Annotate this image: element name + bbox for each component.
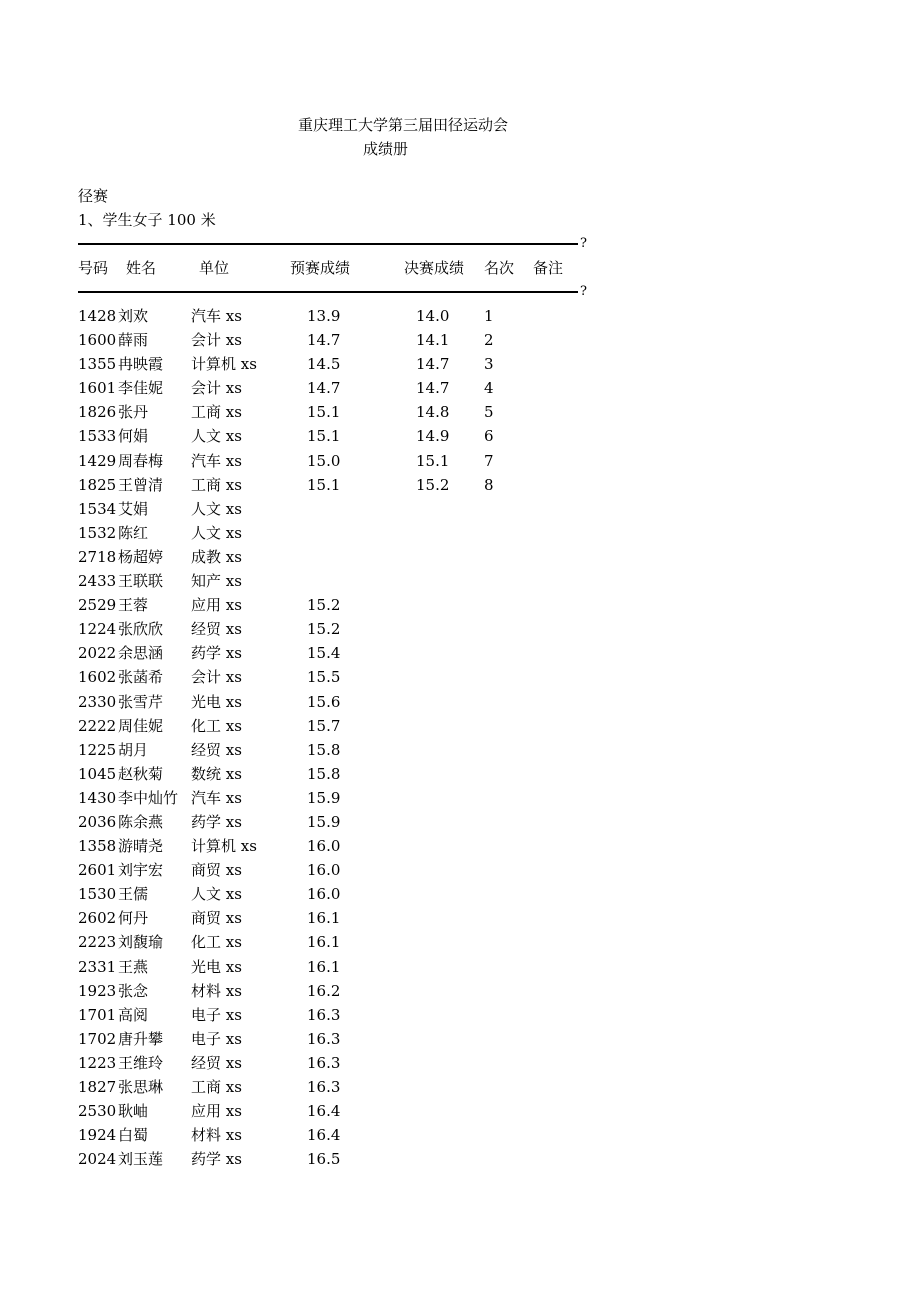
prelim-result: 16.5 (307, 1150, 341, 1169)
rank: 8 (484, 475, 494, 494)
table-row (0, 1053, 920, 1077)
top-rule (78, 243, 578, 245)
athlete-unit: 汽车 xs (191, 307, 242, 325)
athlete-name: 刘馥瑜 (118, 933, 164, 952)
prelim-result: 15.8 (307, 764, 341, 783)
athlete-name: 耿岫 (118, 1102, 149, 1121)
athlete-number: 1533 (78, 427, 117, 446)
athlete-unit: 会计 xs (191, 668, 242, 687)
prelim-result: 16.1 (307, 957, 341, 976)
final-result: 14.1 (416, 331, 450, 350)
athlete-name: 周春梅 (118, 451, 164, 470)
athlete-unit: 人文 xs (191, 523, 242, 542)
athlete-unit: 药学 xs (191, 644, 242, 663)
header-rule-mark: ? (580, 284, 587, 299)
prelim-result: 16.2 (307, 981, 341, 1000)
athlete-name: 张欣欣 (118, 620, 164, 639)
table-row (0, 499, 920, 523)
final-result: 14.8 (416, 403, 450, 422)
table-row (0, 451, 920, 475)
athlete-unit: 电子 xs (191, 1005, 242, 1024)
athlete-name: 胡月 (118, 740, 149, 759)
athlete-number: 1701 (78, 1005, 117, 1024)
athlete-number: 1532 (78, 523, 117, 542)
athlete-unit: 材料 xs (191, 1126, 242, 1145)
athlete-unit: 应用 xs (191, 596, 242, 615)
athlete-number: 2223 (78, 933, 117, 952)
athlete-name: 高阅 (118, 1005, 149, 1024)
final-result: 14.7 (416, 379, 450, 398)
athlete-name: 刘宇宏 (118, 861, 164, 880)
table-row (0, 595, 920, 619)
athlete-name: 游晴尧 (118, 837, 164, 856)
rank: 3 (484, 355, 494, 374)
athlete-name: 赵秋菊 (118, 764, 164, 783)
rank: 4 (484, 379, 494, 398)
final-result: 15.2 (416, 475, 450, 494)
athlete-unit: 工商 xs (191, 403, 242, 422)
prelim-result: 16.4 (307, 1102, 341, 1121)
athlete-number: 1702 (78, 1029, 117, 1048)
table-row (0, 884, 920, 908)
athlete-name: 李佳妮 (118, 379, 164, 398)
athlete-name: 白蜀 (118, 1126, 149, 1145)
prelim-result: 16.3 (307, 1029, 341, 1048)
athlete-unit: 化工 xs (191, 933, 242, 952)
athlete-unit: 汽车 xs (191, 451, 242, 470)
document-subtitle: 成绩册 (363, 140, 409, 158)
athlete-name: 张思琳 (118, 1078, 164, 1096)
final-result: 14.9 (416, 427, 450, 446)
event-heading: 1、学生女子 100 米 (78, 211, 216, 229)
table-row (0, 1149, 920, 1173)
athlete-number: 1428 (78, 307, 117, 325)
table-row (0, 812, 920, 836)
athlete-unit: 知产 xs (191, 572, 242, 591)
athlete-name: 王蓉 (118, 596, 149, 615)
athlete-number: 2022 (78, 644, 117, 663)
prelim-result: 16.1 (307, 933, 341, 952)
prelim-result: 15.1 (307, 475, 341, 494)
table-row (0, 740, 920, 764)
athlete-unit: 数统 xs (191, 764, 242, 783)
athlete-unit: 药学 xs (191, 1150, 242, 1169)
table-row (0, 692, 920, 716)
athlete-number: 1601 (78, 379, 117, 398)
prelim-result: 14.7 (307, 379, 341, 398)
athlete-unit: 会计 xs (191, 331, 242, 350)
section-heading: 径赛 (78, 187, 109, 205)
athlete-unit: 电子 xs (191, 1029, 242, 1048)
athlete-unit: 人文 xs (191, 499, 242, 518)
athlete-unit: 工商 xs (191, 475, 242, 494)
prelim-result: 15.0 (307, 451, 341, 470)
athlete-number: 1923 (78, 981, 117, 1000)
athlete-number: 1826 (78, 403, 117, 422)
athlete-number: 2036 (78, 812, 117, 831)
athlete-name: 陈红 (118, 523, 149, 542)
table-row (0, 1029, 920, 1053)
table-row (0, 1125, 920, 1149)
header-name: 姓名 (126, 259, 157, 277)
athlete-unit: 商贸 xs (191, 861, 242, 880)
table-header (0, 258, 920, 278)
table-row (0, 643, 920, 667)
athlete-unit: 人文 xs (191, 885, 242, 904)
athlete-number: 2530 (78, 1102, 117, 1121)
athlete-number: 1530 (78, 885, 117, 904)
table-row (0, 523, 920, 547)
prelim-result: 15.9 (307, 812, 341, 831)
athlete-name: 冉映霞 (118, 355, 164, 374)
athlete-name: 王曾清 (118, 475, 164, 494)
athlete-number: 2433 (78, 572, 117, 591)
athlete-unit: 光电 xs (191, 957, 242, 976)
athlete-unit: 会计 xs (191, 379, 242, 398)
athlete-name: 陈余燕 (118, 812, 164, 831)
prelim-result: 15.1 (307, 427, 341, 446)
results-table (0, 306, 920, 1173)
top-rule-mark: ? (580, 236, 587, 251)
athlete-unit: 工商 xs (191, 1078, 242, 1096)
athlete-unit: 经贸 xs (191, 740, 242, 759)
athlete-number: 1045 (78, 764, 117, 783)
athlete-name: 周佳妮 (118, 716, 164, 735)
prelim-result: 13.9 (307, 307, 341, 325)
table-row (0, 378, 920, 402)
rank: 6 (484, 427, 494, 446)
prelim-result: 16.4 (307, 1126, 341, 1145)
athlete-name: 余思涵 (118, 644, 164, 663)
athlete-number: 1224 (78, 620, 117, 639)
prelim-result: 16.3 (307, 1053, 341, 1072)
athlete-number: 1600 (78, 331, 117, 350)
athlete-number: 2222 (78, 716, 117, 735)
table-row (0, 1077, 920, 1101)
athlete-name: 张念 (118, 981, 149, 1000)
header-unit: 单位 (199, 259, 230, 277)
athlete-number: 1825 (78, 475, 117, 494)
athlete-name: 李中灿竹 (118, 788, 179, 807)
athlete-number: 2024 (78, 1150, 117, 1169)
athlete-name: 艾娟 (118, 499, 149, 518)
prelim-result: 16.0 (307, 861, 341, 880)
final-result: 14.7 (416, 355, 450, 374)
table-row (0, 716, 920, 740)
athlete-unit: 应用 xs (191, 1102, 242, 1121)
prelim-result: 14.5 (307, 355, 341, 374)
athlete-unit: 计算机 xs (191, 355, 257, 374)
document-title: 重庆理工大学第三届田径运动会 (297, 116, 508, 134)
table-row (0, 788, 920, 812)
athlete-unit: 化工 xs (191, 716, 242, 735)
athlete-number: 2601 (78, 861, 117, 880)
prelim-result: 15.4 (307, 644, 341, 663)
athlete-name: 何娟 (118, 427, 149, 446)
athlete-name: 张菡希 (118, 668, 164, 687)
athlete-unit: 汽车 xs (191, 788, 242, 807)
athlete-number: 1827 (78, 1078, 117, 1096)
header-no: 号码 (78, 259, 109, 277)
prelim-result: 16.0 (307, 885, 341, 904)
athlete-number: 2718 (78, 547, 117, 566)
athlete-number: 2529 (78, 596, 117, 615)
athlete-number: 1924 (78, 1126, 117, 1145)
prelim-result: 15.9 (307, 788, 341, 807)
athlete-name: 王燕 (118, 957, 149, 976)
prelim-result: 15.6 (307, 692, 341, 711)
table-row (0, 908, 920, 932)
header-final: 决赛成绩 (404, 259, 465, 277)
rank: 5 (484, 403, 494, 422)
table-row (0, 306, 920, 330)
table-row (0, 402, 920, 426)
prelim-result: 16.3 (307, 1005, 341, 1024)
table-row (0, 571, 920, 595)
prelim-result: 15.2 (307, 596, 341, 615)
table-row (0, 547, 920, 571)
athlete-number: 1602 (78, 668, 117, 687)
athlete-unit: 计算机 xs (191, 837, 257, 856)
prelim-result: 16.0 (307, 837, 341, 856)
prelim-result: 15.8 (307, 740, 341, 759)
table-row (0, 764, 920, 788)
athlete-name: 王维玲 (118, 1053, 164, 1072)
table-row (0, 475, 920, 499)
table-row (0, 619, 920, 643)
rank: 2 (484, 331, 494, 350)
header-rule (78, 291, 578, 293)
table-row (0, 932, 920, 956)
athlete-name: 何丹 (118, 909, 149, 928)
athlete-number: 1355 (78, 355, 117, 374)
athlete-name: 王联联 (118, 572, 164, 591)
athlete-number: 2330 (78, 692, 117, 711)
final-result: 14.0 (416, 307, 450, 325)
athlete-name: 杨超婷 (118, 547, 164, 566)
athlete-number: 1430 (78, 788, 117, 807)
header-prelim: 预赛成绩 (290, 259, 351, 277)
rank: 1 (484, 307, 494, 325)
athlete-unit: 药学 xs (191, 812, 242, 831)
table-row (0, 836, 920, 860)
athlete-number: 1534 (78, 499, 117, 518)
athlete-unit: 光电 xs (191, 692, 242, 711)
athlete-number: 2602 (78, 909, 117, 928)
prelim-result: 16.1 (307, 909, 341, 928)
athlete-unit: 人文 xs (191, 427, 242, 446)
athlete-unit: 材料 xs (191, 981, 242, 1000)
athlete-name: 张雪芹 (118, 692, 164, 711)
table-row (0, 354, 920, 378)
final-result: 15.1 (416, 451, 450, 470)
rank: 7 (484, 451, 494, 470)
athlete-unit: 经贸 xs (191, 620, 242, 639)
athlete-name: 王儒 (118, 885, 149, 904)
athlete-name: 薛雨 (118, 331, 149, 350)
athlete-unit: 经贸 xs (191, 1053, 242, 1072)
athlete-number: 1223 (78, 1053, 117, 1072)
prelim-result: 15.5 (307, 668, 341, 687)
athlete-unit: 成教 xs (191, 547, 242, 566)
prelim-result: 15.2 (307, 620, 341, 639)
header-rank: 名次 (484, 259, 515, 277)
table-row (0, 981, 920, 1005)
table-row (0, 957, 920, 981)
athlete-unit: 商贸 xs (191, 909, 242, 928)
table-row (0, 1005, 920, 1029)
athlete-name: 刘欢 (118, 307, 149, 325)
athlete-number: 1429 (78, 451, 117, 470)
header-note: 备注 (533, 259, 564, 277)
athlete-name: 刘玉莲 (118, 1150, 164, 1169)
table-row (0, 667, 920, 691)
prelim-result: 16.3 (307, 1078, 341, 1096)
table-row (0, 860, 920, 884)
athlete-name: 唐升攀 (118, 1029, 164, 1048)
athlete-number: 1358 (78, 837, 117, 856)
table-row (0, 426, 920, 450)
table-row (0, 1101, 920, 1125)
prelim-result: 15.7 (307, 716, 341, 735)
table-row (0, 330, 920, 354)
athlete-number: 1225 (78, 740, 117, 759)
athlete-number: 2331 (78, 957, 117, 976)
athlete-name: 张丹 (118, 403, 149, 422)
prelim-result: 15.1 (307, 403, 341, 422)
prelim-result: 14.7 (307, 331, 341, 350)
